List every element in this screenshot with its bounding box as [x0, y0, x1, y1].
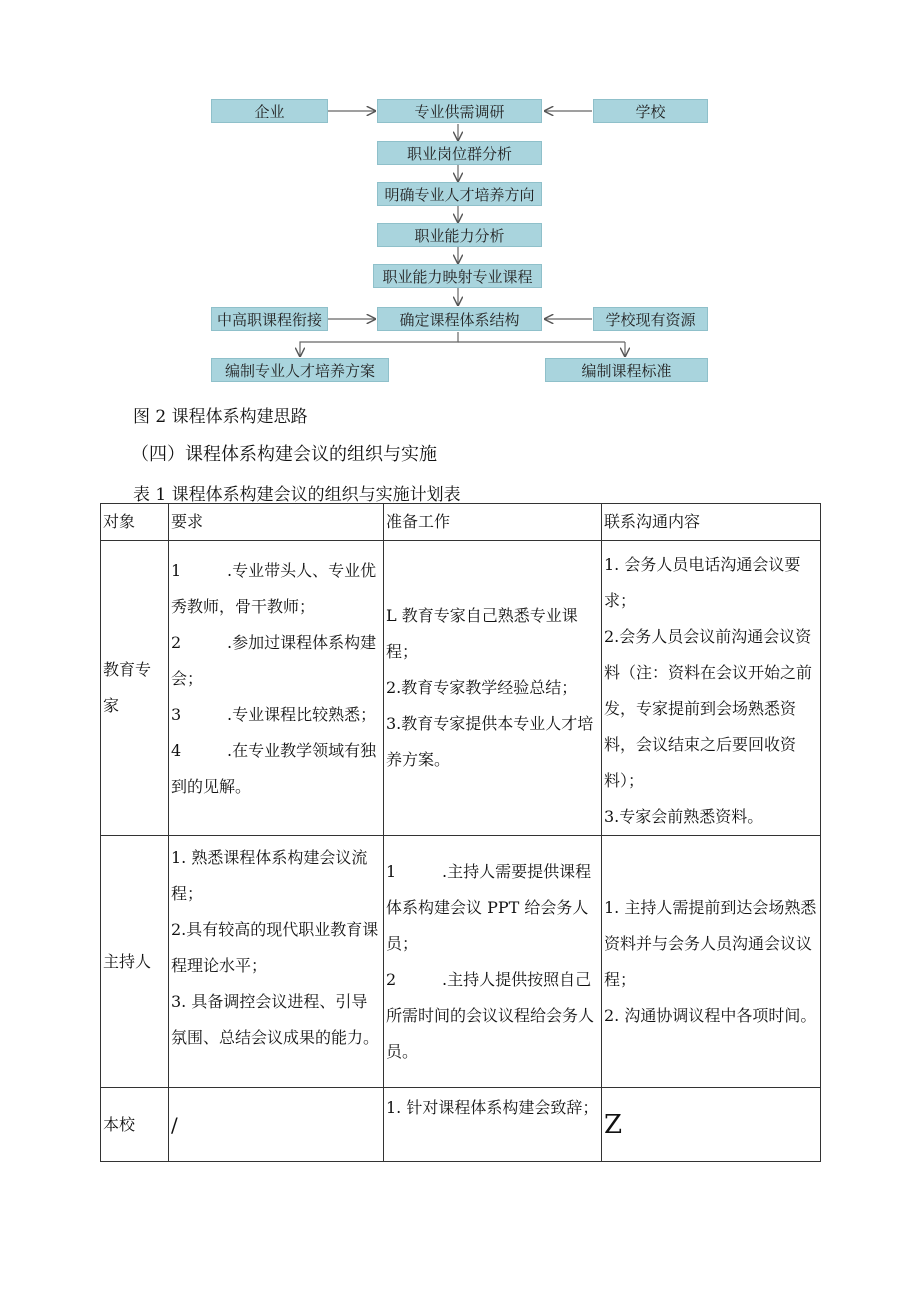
table-row	[101, 541, 821, 836]
row-communication: Z	[602, 1088, 821, 1162]
row-preparation: 1. 针对课程体系构建会致辞；	[384, 1088, 602, 1162]
row-communication: 1. 主持人需提前到达会场熟悉资料并与会务人员沟通会议议程； 2. 沟通协调议程中各项时间。	[602, 836, 821, 1088]
header-target: 对象	[101, 504, 169, 541]
header-communication: 联系沟通内容	[602, 504, 821, 541]
table-caption: 表 1 课程体系构建会议的组织与实施计划表	[133, 485, 461, 505]
header-requirements: 要求	[169, 504, 384, 541]
table-row	[101, 836, 821, 1088]
row-preparation: 1 .主持人需要提供课程体系构建会议 PPT 给会务人员； 2 .主持人提供按照自己所需时间的会议议程给会务人员。	[384, 836, 602, 1088]
row-target: 主持人	[101, 836, 169, 1088]
table-row	[101, 1088, 821, 1162]
row-requirements: 1 .专业带头人、专业优秀教师，骨干教师； 2 .参加过课程体系构建会； 3 .专业课程比较熟悉； 4 .在专业教学领域有独到的见解。	[169, 541, 384, 836]
header-preparation: 准备工作	[384, 504, 602, 541]
node-connect: 中高职课程衔接	[211, 307, 328, 331]
row-requirements: /	[169, 1088, 384, 1162]
node-job-analysis: 职业岗位群分析	[377, 141, 542, 165]
row-preparation: L 教育专家自己熟悉专业课程； 2.教育专家教学经验总结； 3.教育专家提供本专业人才培养方案。	[384, 541, 602, 836]
row-communication: 1. 会务人员电话沟通会议要求； 2.会务人员会议前沟通会议资料（注：资料在会议开始之前发，专家提前到会场熟悉资料，会议结束之后要回收资料）； 3.专家会前熟悉资料。	[602, 541, 821, 836]
row-target: 教育专家	[101, 541, 169, 836]
figure-caption: 图 2 课程体系构建思路	[133, 407, 308, 427]
plan-table	[100, 503, 821, 1162]
row-requirements: 1. 熟悉课程体系构建会议流程； 2.具有较高的现代职业教育课程理论水平； 3. 具备调控会议进程、引导氛围、总结会议成果的能力。	[169, 836, 384, 1088]
node-mapping: 职业能力映射专业课程	[373, 264, 542, 288]
node-enterprise: 企业	[211, 99, 328, 123]
row-target: 本校	[101, 1088, 169, 1162]
table-header-row	[101, 504, 821, 541]
node-school: 学校	[593, 99, 708, 123]
node-standard: 编制课程标准	[545, 358, 708, 382]
section-heading: （四）课程体系构建会议的组织与实施	[131, 444, 437, 465]
node-research: 专业供需调研	[377, 99, 542, 123]
node-ability: 职业能力分析	[377, 223, 542, 247]
node-structure: 确定课程体系结构	[377, 307, 542, 331]
node-resources: 学校现有资源	[593, 307, 708, 331]
curriculum-flowchart	[0, 0, 920, 400]
node-plan: 编制专业人才培养方案	[211, 358, 389, 382]
node-direction: 明确专业人才培养方向	[377, 182, 542, 206]
